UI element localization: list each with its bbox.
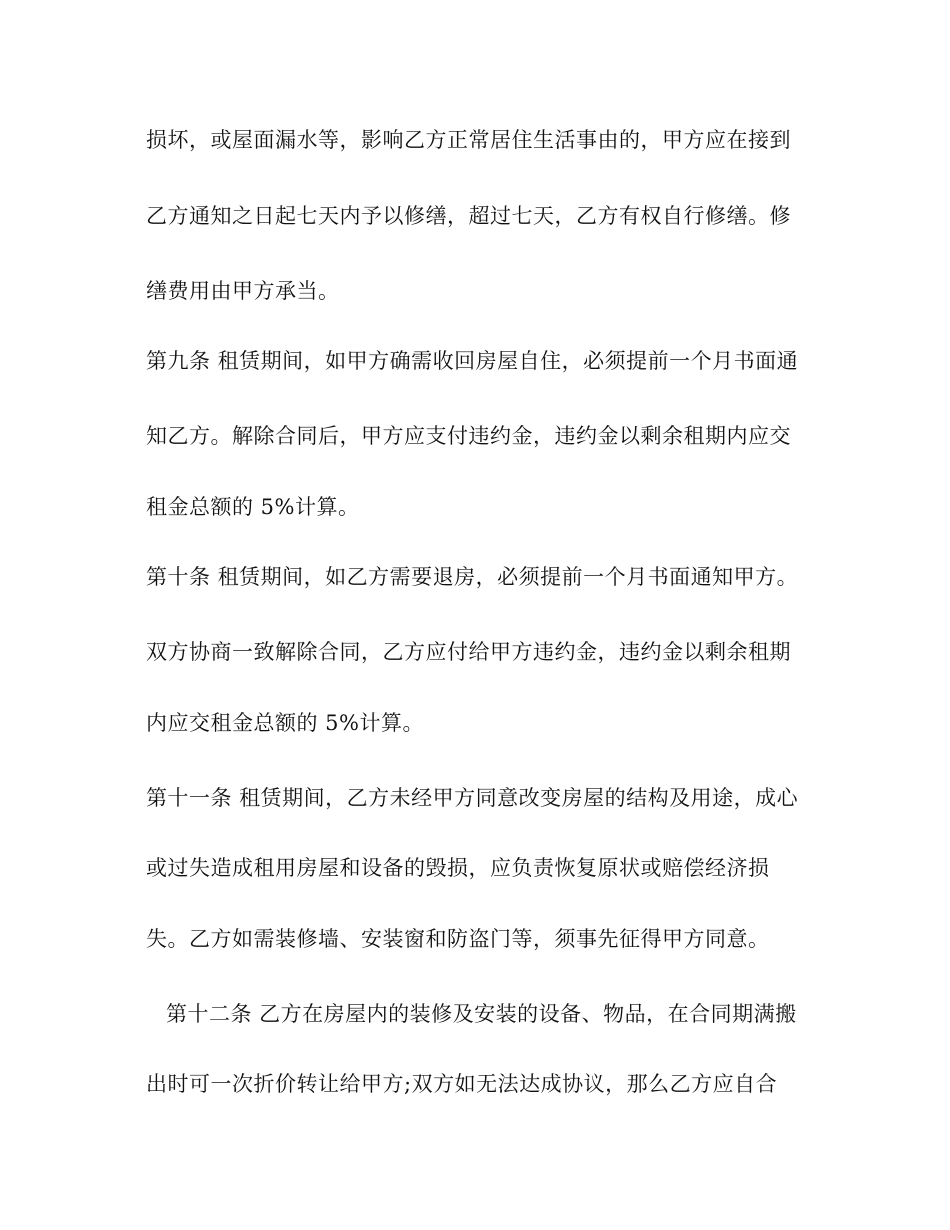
text-line: 知乙方。解除合同后，甲方应支付违约金，违约金以剩余租期内应交: [146, 424, 791, 448]
article-9-heading-line: 第九条 租赁期间，如甲方确需收回房屋自住，必须提前一个月书面通: [146, 349, 799, 373]
article-12-heading-line: 第十二条 乙方在房屋内的装修及安装的设备、物品，在合同期满搬: [166, 1002, 797, 1026]
text-line: 出时可一次折价转让给甲方;双方如无法达成协议，那么乙方应自合: [146, 1072, 778, 1096]
text-line: 失。乙方如需装修墙、安装窗和防盗门等，须事先征得甲方同意。: [146, 927, 770, 951]
article-11-heading-line: 第十一条 租赁期间，乙方未经甲方同意改变房屋的结构及用途，成心: [146, 786, 799, 810]
article-10-heading-line: 第十条 租赁期间，如乙方需要退房，必须提前一个月书面通知甲方。: [146, 565, 799, 589]
text-line: 双方协商一致解除合同，乙方应付给甲方违约金，违约金以剩余租期: [146, 640, 791, 664]
text-line: 或过失造成租用房屋和设备的毁损，应负责恢复原状或赔偿经济损: [146, 856, 770, 880]
text-line: 损坏，或屋面漏水等，影响乙方正常居住生活事由的，甲方应在接到: [146, 128, 791, 152]
text-line: 乙方通知之日起七天内予以修缮，超过七天，乙方有权自行修缮。修: [146, 204, 791, 228]
text-line: 租金总额的 5%计算。: [146, 495, 360, 519]
text-line: 缮费用由甲方承当。: [146, 279, 340, 303]
text-line: 内应交租金总额的 5%计算。: [146, 711, 424, 735]
